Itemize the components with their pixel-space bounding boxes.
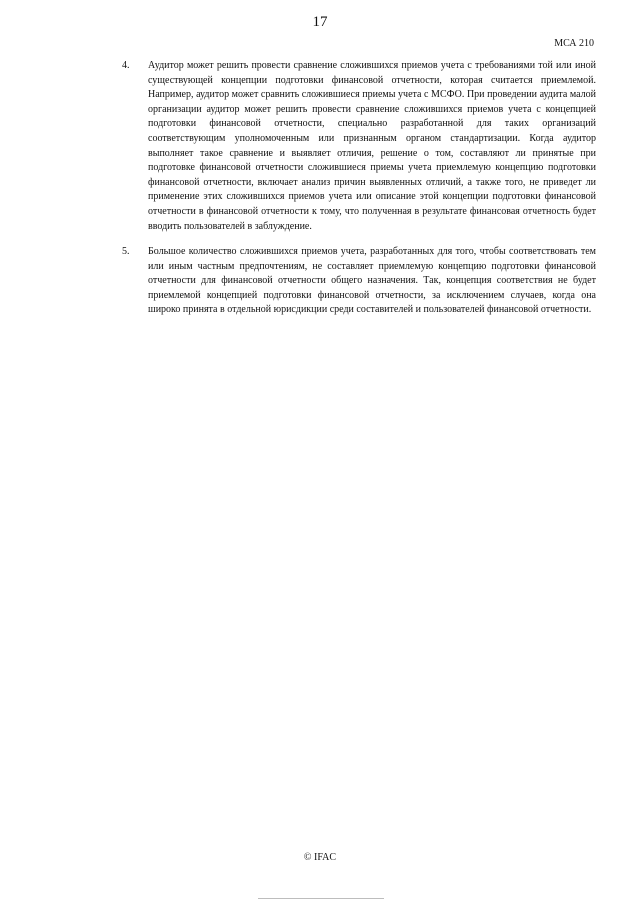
document-code: МСА 210 xyxy=(554,38,594,49)
paragraph-5 xyxy=(122,245,596,318)
page-number: 17 xyxy=(312,14,328,30)
scan-edge-line xyxy=(258,898,384,899)
paragraph-4 xyxy=(122,59,596,234)
paragraph-number: 5. xyxy=(122,246,130,257)
copyright-footer: © IFAC xyxy=(303,852,337,863)
paragraph-number: 4. xyxy=(122,60,130,71)
paragraph-text: Аудитор может решить провести сравнение сложившихся приемов учета с требованиями той или иной существующей концепции подготовки финансовой отчетности, которая считается приемлемой. Например, аудитор может сравнить сложившиеся приемы учета с МСФО. При проведении аудита малой организации аудитор может решить провести сравнение сложившихся приемов учета с концепцией подготовки финансовой отчетности, специально разработанной для таких организаций соответствующим уполномоченным или признанным органом стандартизации. Когда аудитор выполняет такое сравнение и выявляет отличия, решение о том, составляют ли принятые при подготовке финансовой отчетности сложившиеся приемы учета приемлемую концепцию подготовки финансовой отчетности, включает анализ причин выявленных отличий, а также того, не приведет ли применение этих сложившихся приемов учета или описание этой концепции подготовки финансовой отчетности в финансовой отчетности к тому, что полученная в результате финансовая отчетность будет вводить пользователей в заблуждение. xyxy=(148,60,596,232)
paragraph-text: Большое количество сложившихся приемов учета, разработанных для того, чтобы соответствовать тем или иным частным предпочтениям, не составляет приемлемую концепцию подготовки финансовой отчетности для финансовой отчетности общего назначения. Так, концепция соответствия не будет приемлемой концепцией подготовки финансовой отчетности, за исключением случаев, когда она широко принята в отдельной юрисдикции среди составителей и пользователей финансовой отчетности. xyxy=(148,246,596,316)
